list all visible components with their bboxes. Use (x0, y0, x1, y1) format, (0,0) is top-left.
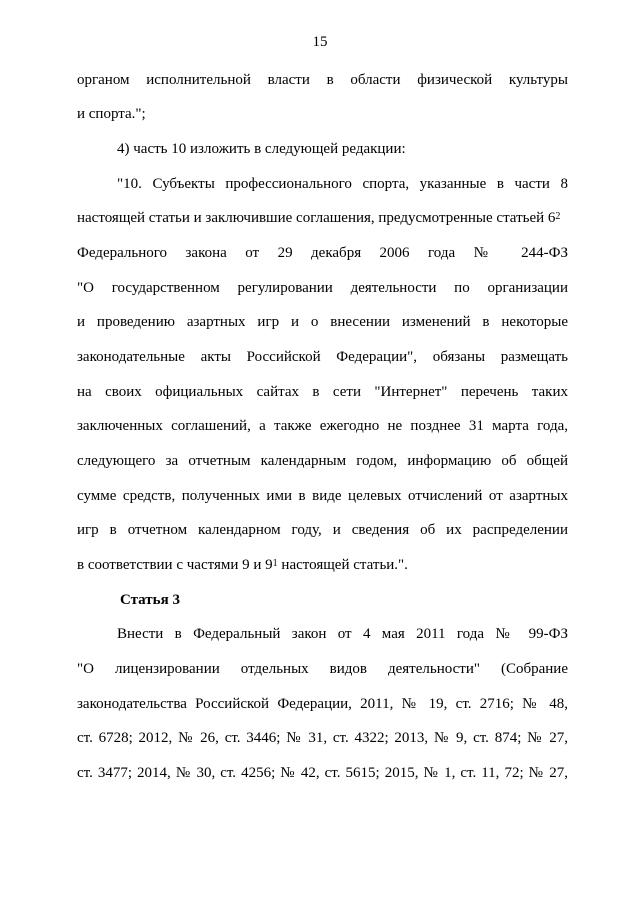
text-line: следующего за отчетным календарным годом, информацию об общей (77, 453, 568, 469)
text-line: "10. Субъекты профессионального спорта, указанные в части 8 (117, 176, 568, 192)
superscript: 2 (555, 211, 561, 222)
text-line: Федерального закона от 29 декабря 2006 года № 244-ФЗ (77, 245, 568, 261)
text-line: 4) часть 10 изложить в следующей редакции: (117, 141, 406, 157)
text-line: сумме средств, полученных ими в виде целевых отчислений от азартных (77, 488, 568, 504)
text-line: игр в отчетном календарном году, и сведения об их распределении (77, 522, 568, 538)
text-line: заключенных соглашений, а также ежегодно не позднее 31 марта года, (77, 418, 568, 434)
text-fragment: настоящей статьи.". (277, 557, 408, 573)
superscript: 1 (272, 558, 278, 569)
text-line: и проведению азартных игр и о внесении изменений в некоторые (77, 314, 568, 330)
text-fragment: в соответствии с частями 9 и 9 (77, 557, 273, 573)
text-line: "О государственном регулировании деятельности по организации (77, 280, 568, 296)
text-line: ст. 3477; 2014, № 30, ст. 4256; № 42, ст. 5615; 2015, № 1, ст. 11, 72; № 27, (77, 765, 568, 781)
text-line: законодательства Российской Федерации, 2011, № 19, ст. 2716; № 48, (77, 696, 568, 712)
text-line: ст. 6728; 2012, № 26, ст. 3446; № 31, ст. 4322; 2013, № 9, ст. 874; № 27, (77, 730, 568, 746)
text-line (77, 555, 568, 575)
text-line (77, 208, 568, 228)
article-heading: Статья 3 (120, 592, 180, 608)
text-fragment: настоящей статьи и заключившие соглашения, предусмотренные статьей 6 (77, 210, 556, 226)
text-line: и спорта."; (77, 106, 146, 122)
text-line: законодательные акты Российской Федерации", обязаны размещать (77, 349, 568, 365)
text-line: органом исполнительной власти в области физической культуры (77, 72, 568, 88)
text-line: на своих официальных сайтах в сети "Интернет" перечень таких (77, 384, 568, 400)
text-line: Внести в Федеральный закон от 4 мая 2011 года № 99-ФЗ (117, 626, 568, 642)
page-number: 15 (312, 34, 328, 50)
text-line: "О лицензировании отдельных видов деятельности" (Собрание (77, 661, 568, 677)
